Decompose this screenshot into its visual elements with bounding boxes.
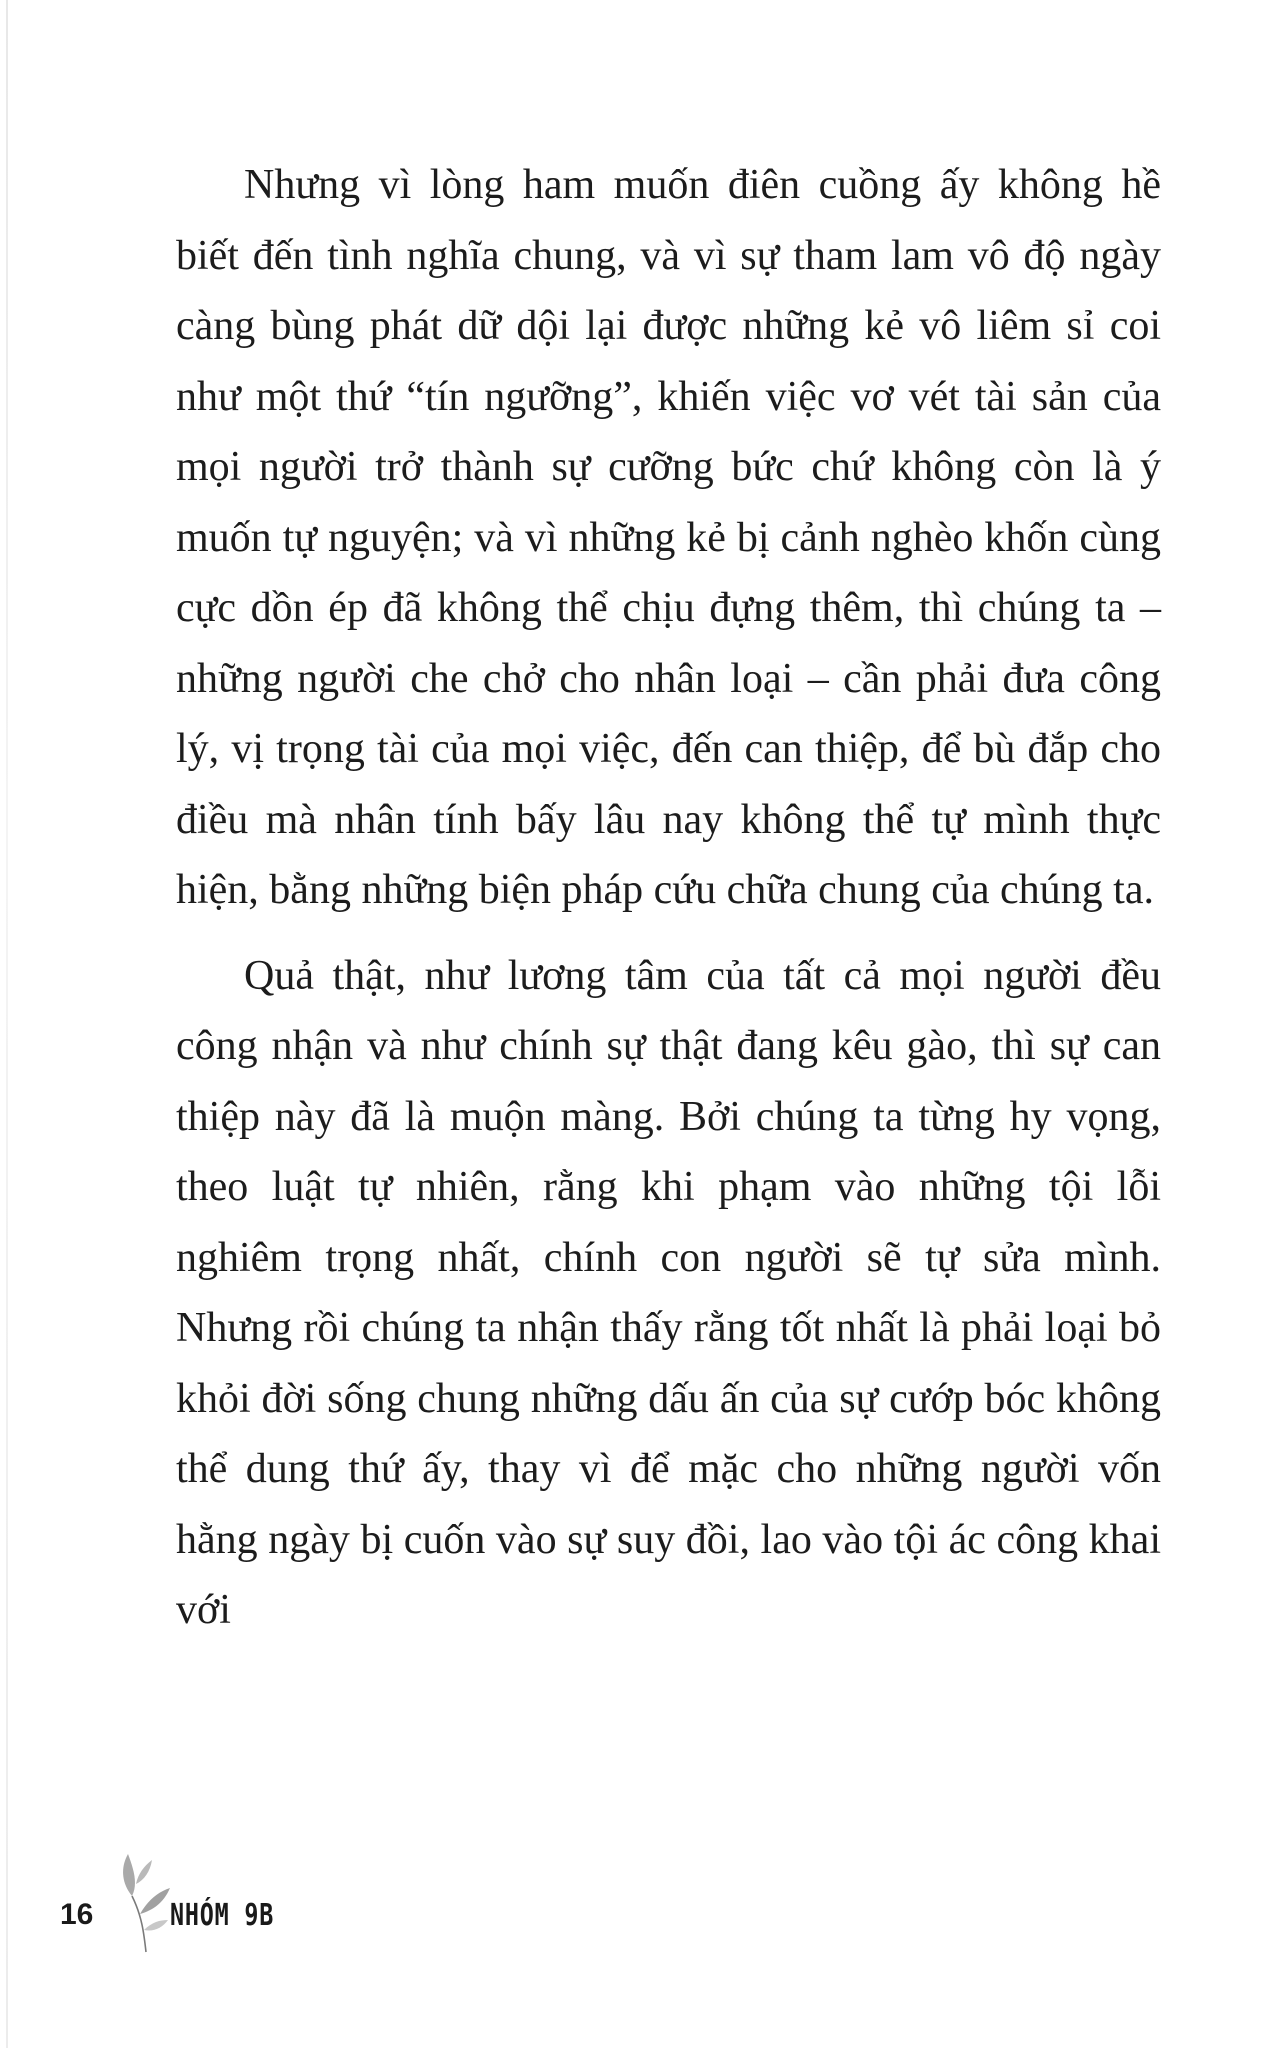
- paragraph-2: Quả thật, như lương tâm của tất cả mọi người đều công nhận và như chính sự thật đang kêu gào, thì sự can thiệp này đã là muộn màng. Bởi chúng ta từng hy vọng, theo luật tự nhiên, rằng khi phạm vào những tội lỗi nghiêm trọng nhất, chính con người sẽ tự sửa mình. Nhưng rồi chúng ta nhận thấy rằng tốt nhất là phải loại bỏ khỏi đời sống chung những dấu ấn của sự cướp bóc không thể dung thứ ấy, thay vì để mặc cho những người vốn hằng ngày bị cuốn vào sự suy đồi, lao vào tội ác công khai với: [176, 952, 1161, 1633]
- leaf-icon: [118, 1844, 178, 1954]
- page-number: 16: [60, 1898, 94, 1931]
- publisher-logo: NHÓM 9B: [170, 1898, 275, 1933]
- page-body-text: [176, 150, 1161, 1646]
- page-footer: [0, 1840, 1283, 1960]
- paragraph-1: Nhưng vì lòng ham muốn điên cuồng ấy không hề biết đến tình nghĩa chung, và vì sự tham lam vô độ ngày càng bùng phát dữ dội lại được những kẻ vô liêm sỉ coi như một thứ “tín ngưỡng”, khiến việc vơ vét tài sản của mọi người trở thành sự cưỡng bức chứ không còn là ý muốn tự nguyện; và vì những kẻ bị cảnh nghèo khốn cùng cực dồn ép đã không thể chịu đựng thêm, thì chúng ta – những người che chở cho nhân loại – cần phải đưa công lý, vị trọng tài của mọi việc, đến can thiệp, để bù đắp cho điều mà nhân tính bấy lâu nay không thể tự mình thực hiện, bằng những biện pháp cứu chữa chung của chúng ta.: [176, 162, 1161, 913]
- page-edge: [6, 0, 8, 2048]
